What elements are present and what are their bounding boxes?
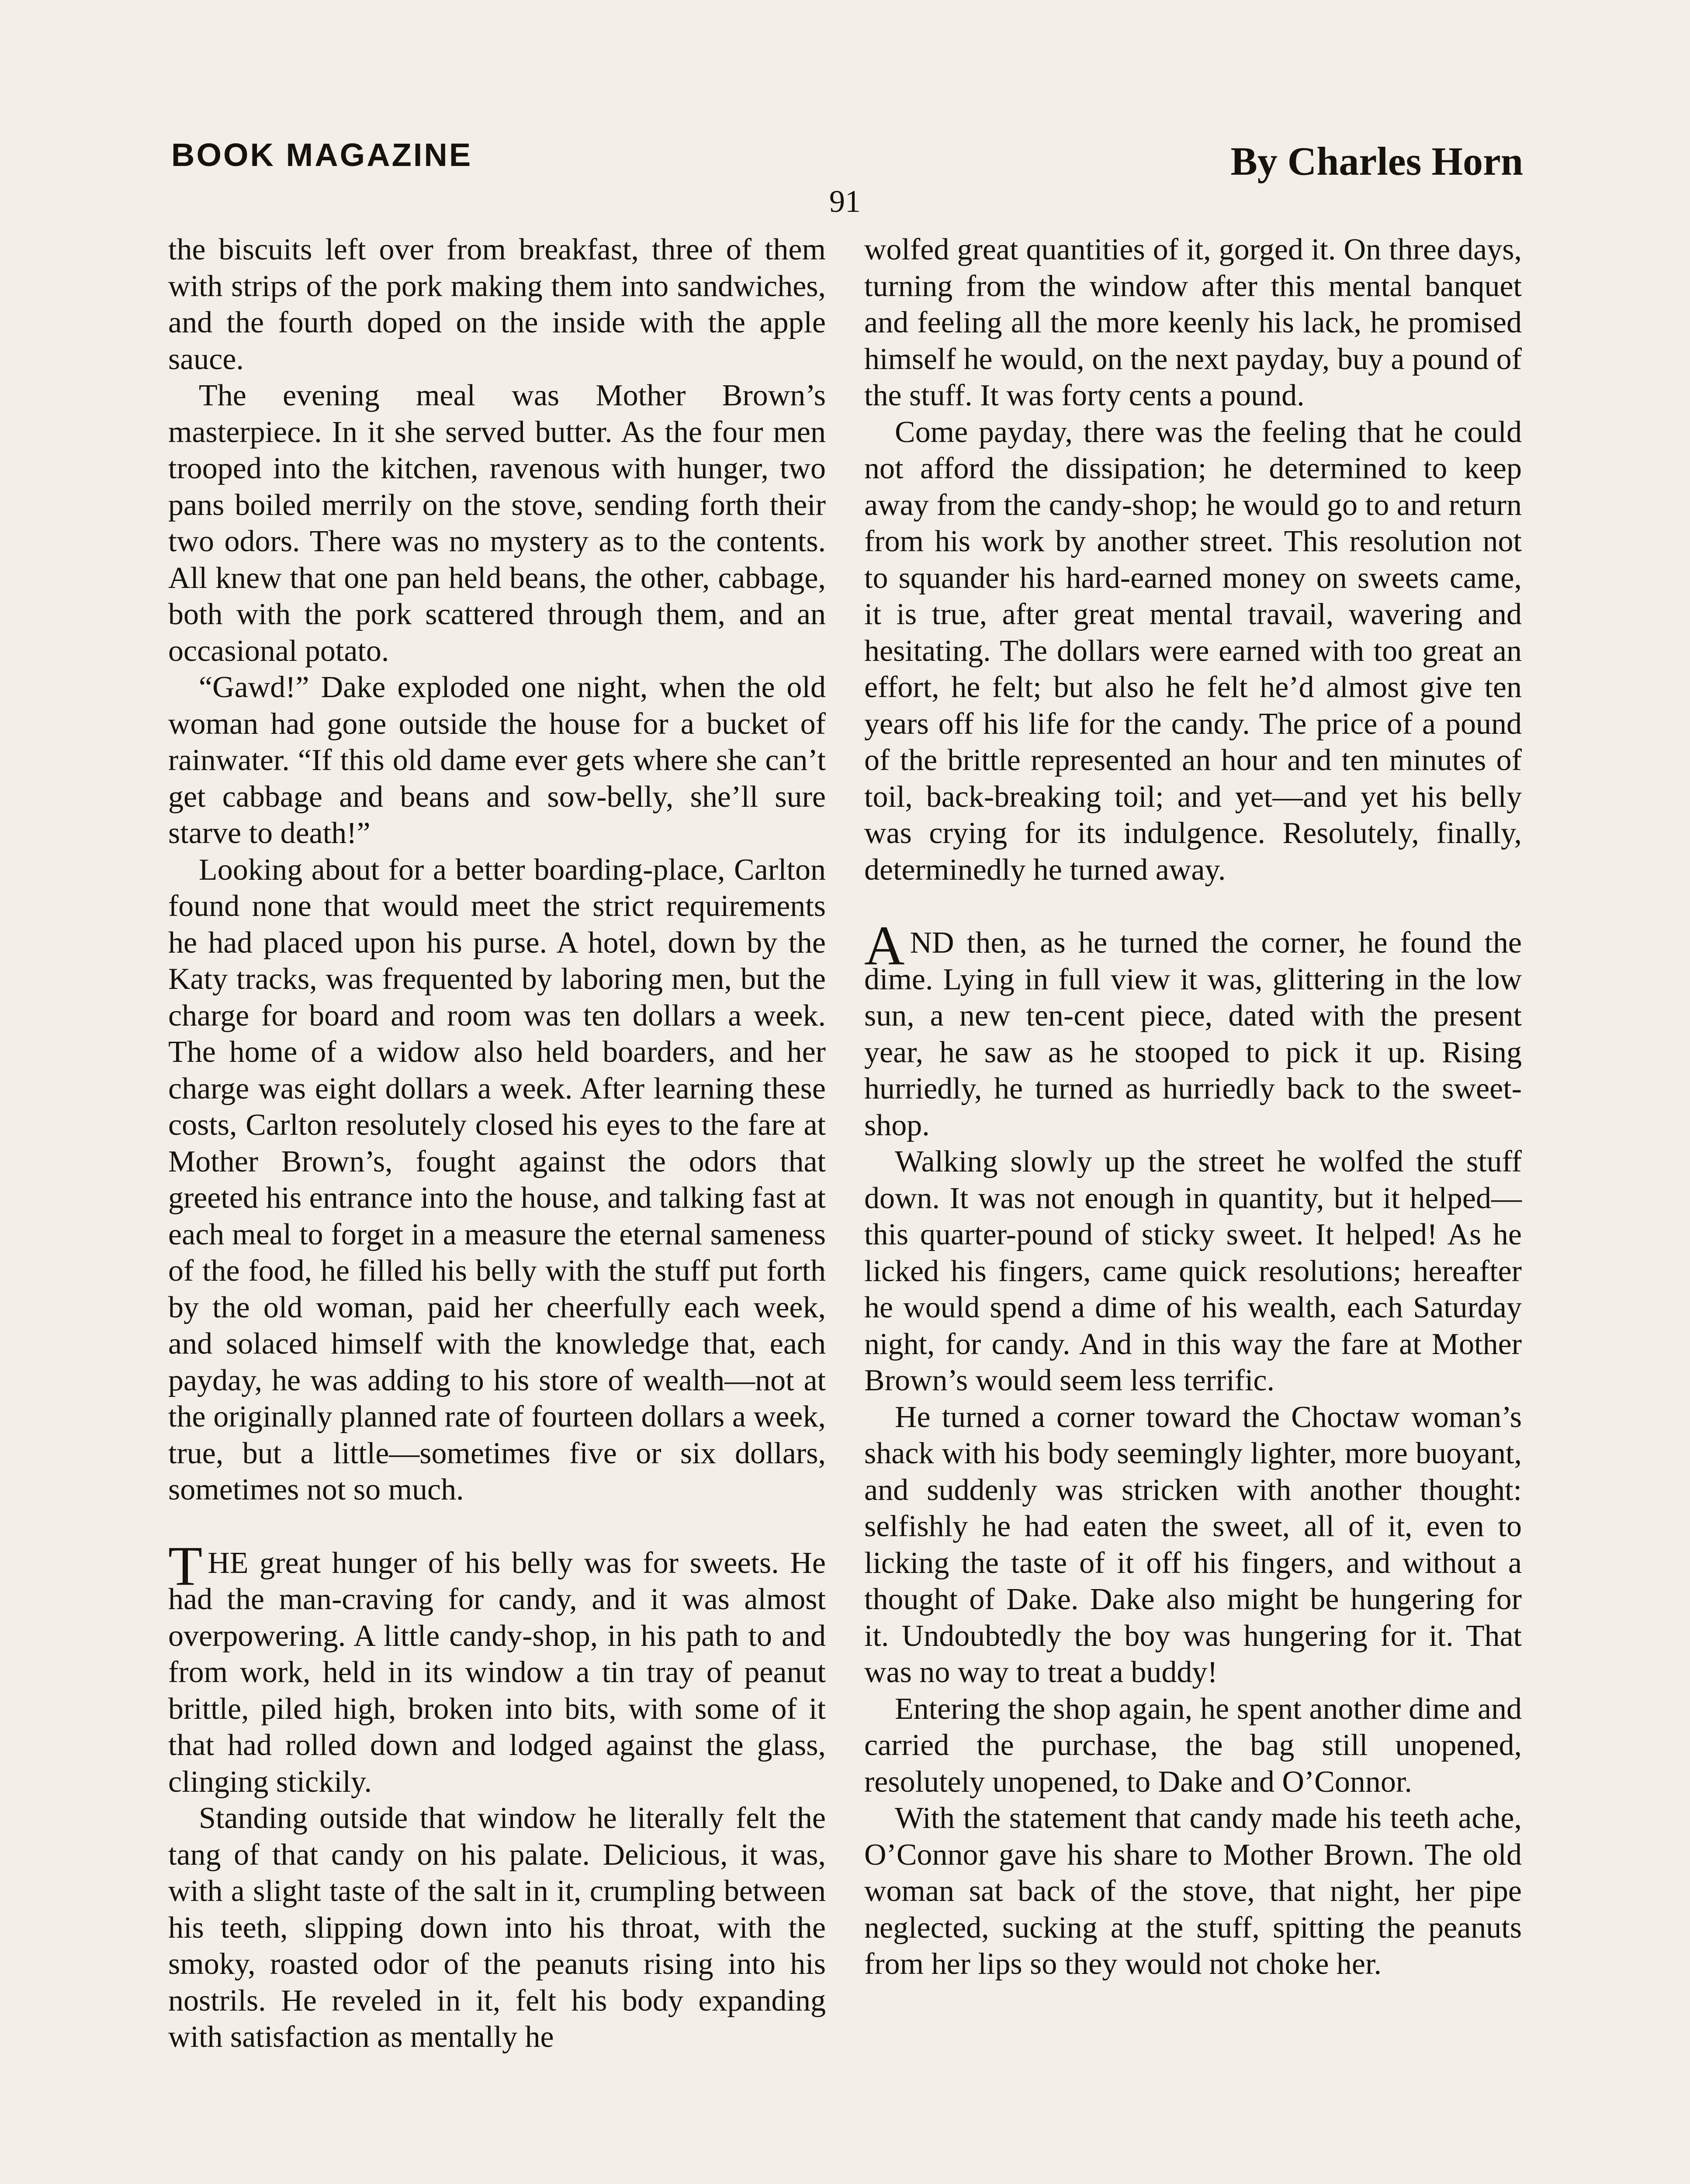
section-start-paragraph: AND then, as he turned the corner, he found the dime. Lying in full view it was, glittering in the low sun, a new ten-cent piece, dated with the present year, he saw as he stooped to pick it up. Rising hurriedly, he turned as hurriedly back to the sweet-shop. [864, 915, 1522, 1142]
paragraph: wolfed great quantities of it, gorged it. On three days, turning from the window after this mental banquet and feeling all the more keenly his lack, he promised himself he would, on the next payday, buy a pound of the stuff. It was forty cents a pound. [864, 233, 1522, 412]
magazine-title: BOOK MAGAZINE [171, 137, 473, 173]
section-start-paragraph: THE great hunger of his belly was for sweets. He had the man-craving for candy, and it was almost overpowering. A little candy-shop, in his path to and from work, held in its window a tin tray of peanut brittle, piled high, broken into bits, with some of it that had rolled down and lodged against the glass, clinging stickily. [168, 1534, 826, 1799]
left-column [168, 232, 826, 2056]
paragraph: “Gawd!” Dake exploded one night, when the old woman had gone outside the house for a bucket of rainwater. “If this old dame ever gets where she can’t get cabbage and beans and sow-belly, she’ll sure starve to death!” [168, 670, 826, 850]
author-byline: By Charles Horn [1230, 139, 1523, 183]
right-column [864, 232, 1522, 1983]
paragraph: He turned a corner toward the Choctaw woman’s shack with his body seemingly lighter, more buoyant, and suddenly was stricken with another thought: selfishly he had eaten the sweet, all of it, even to licking the taste of it off his fingers, and without a thought of Dake. Dake also might be hungering for it. Undoubtedly the boy was hungering for it. That was no way to treat a buddy! [864, 1400, 1522, 1689]
paragraph: the biscuits left over from breakfast, three of them with strips of the pork making them into sandwiches, and the fourth doped on the inside with the apple sauce. [168, 233, 826, 376]
paragraph: The evening meal was Mother Brown’s masterpiece. In it she served butter. As the four men trooped into the kitchen, ravenous with hunger, two pans boiled merrily on the stove, sending forth their two odors. There was no mystery as to the contents. All knew that one pan held beans, the other, cabbage, both with the pork scattered through them, and an occasional potato. [168, 379, 826, 668]
page-number: 91 [829, 184, 861, 219]
paragraph: Come payday, there was the feeling that he could not afford the dissipation; he determined to keep away from the candy-shop; he would go to and return from his work by another street. This resolution not to squander his hard-earned money on sweets came, it is true, after great mental travail, wavering and hesitating. The dollars were earned with too great an effort, he felt; but also he felt he’d almost give ten years off his life for the candy. The price of a pound of the brittle represented an hour and ten minutes of toil, back-breaking toil; and yet—and yet his belly was crying for its indulgence. Resolutely, finally, determinedly he turned away. [864, 415, 1522, 887]
paragraph: Entering the shop again, he spent another dime and carried the purchase, the bag still unopened, resolutely unopened, to Dake and O’Connor. [864, 1692, 1522, 1799]
paragraph: Walking slowly up the street he wolfed the stuff down. It was not enough in quantity, but it helped—this quarter-pound of sticky sweet. It helped! As he licked his fingers, came quick resolutions; hereafter he would spend a dime of his wealth, each Saturday night, for candy. And in this way the fare at Mother Brown’s would seem less terrific. [864, 1145, 1522, 1397]
paragraph: Looking about for a better boarding-place, Carlton found none that would meet the strict requirements he had placed upon his purse. A hotel, down by the Katy tracks, was frequented by laboring men, but the charge for board and room was ten dollars a week. The home of a widow also held boarders, and her charge was eight dollars a week. After learning these costs, Carlton resolutely closed his eyes to the fare at Mother Brown’s, fought against the odors that greeted his entrance into the house, and talking fast at each meal to forget in a measure the eternal sameness of the food, he filled his belly with the stuff put forth by the old woman, paid her cheerfully each week, and solaced himself with the knowledge that, each payday, he was adding to his store of wealth—not at the originally planned rate of fourteen dollars a week, true, but a little—sometimes five or six dollars, sometimes not so much. [168, 853, 826, 1507]
paragraph: With the statement that candy made his teeth ache, O’Connor gave his share to Mother Brown. The old woman sat back of the stove, that night, her pipe neglected, sucking at the stuff, spitting the peanuts from her lips so they would not choke her. [864, 1801, 1522, 1981]
paragraph: Standing outside that window he literally felt the tang of that candy on his palate. Delicious, it was, with a slight taste of the salt in it, crumpling between his teeth, slipping down into his throat, with the smoky, roasted odor of the peanuts rising into his nostrils. He reveled in it, felt his body expanding with satisfaction as mentally he [168, 1801, 826, 2054]
